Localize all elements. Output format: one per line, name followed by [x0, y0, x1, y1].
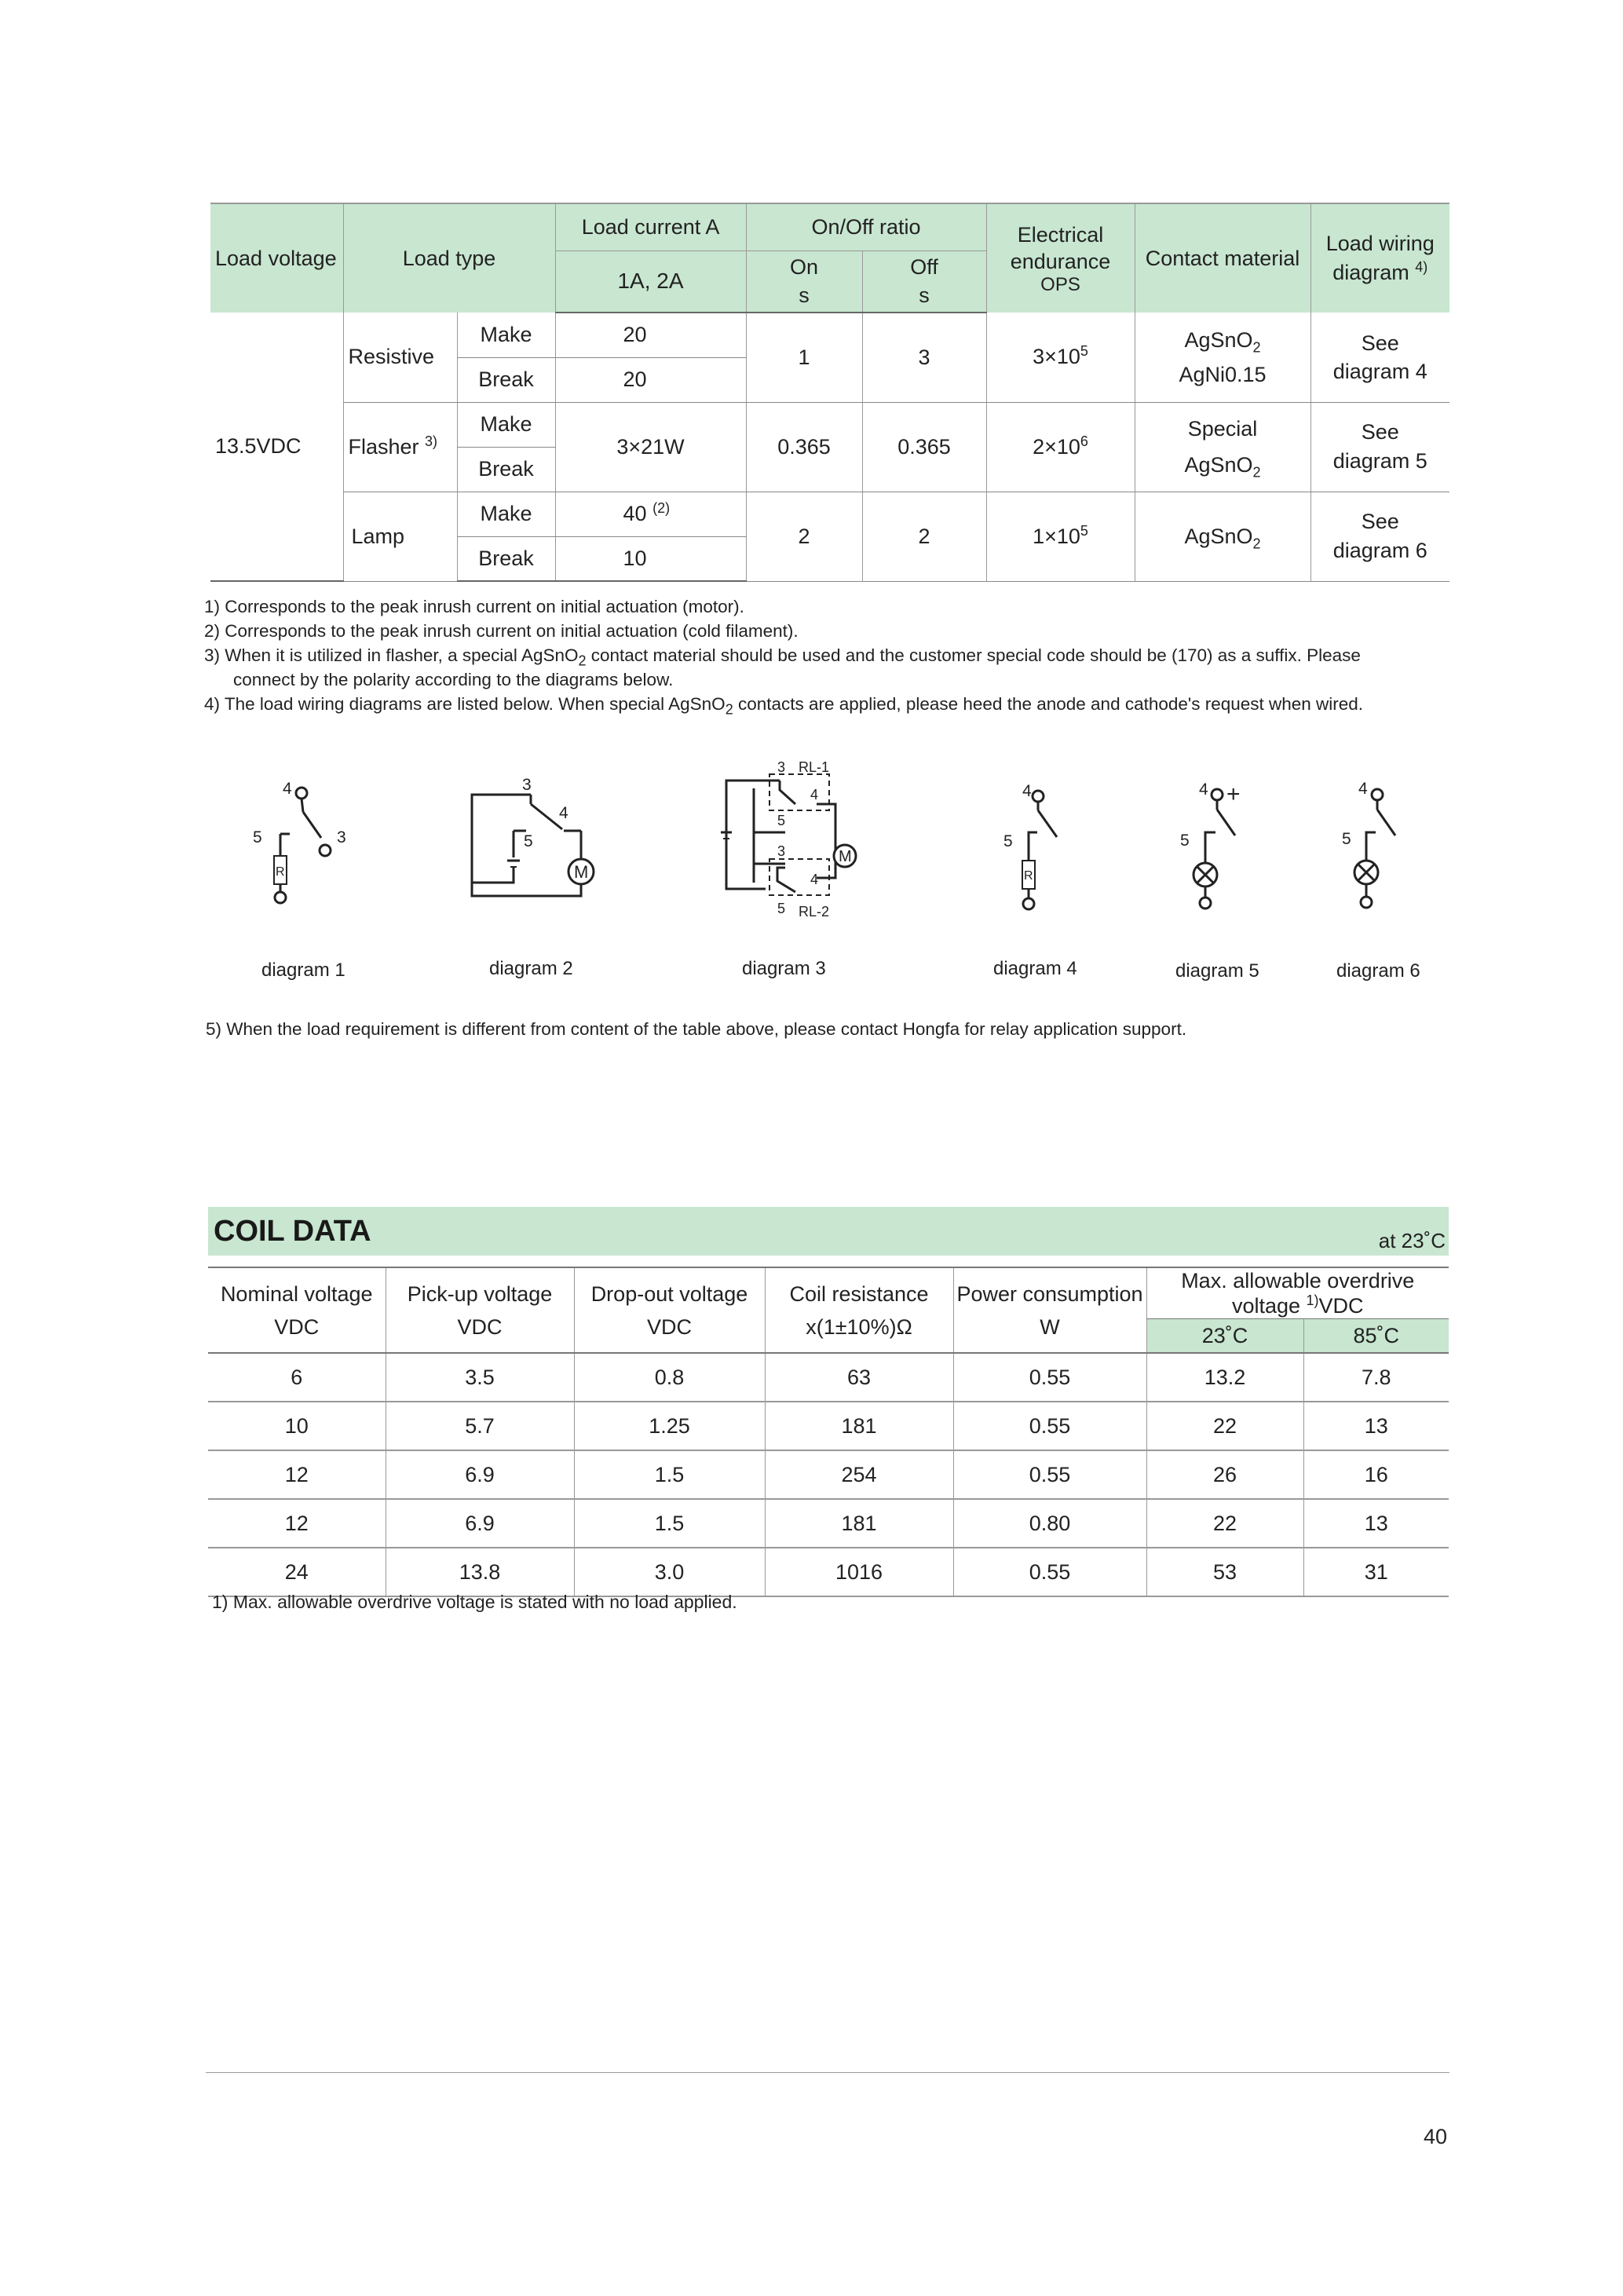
coil-cell: 24: [208, 1548, 386, 1596]
diagram-1-circuit: [253, 780, 346, 903]
diagram-3-pin4b: 4: [810, 872, 819, 887]
resistive-wiring: See diagram 4: [1310, 313, 1449, 402]
coil-cell: 0.8: [574, 1353, 765, 1402]
load-voltage-value: 13.5VDC: [210, 313, 343, 581]
coil-cell: 6: [208, 1353, 386, 1402]
note-3: 3) When it is utilized in flasher, a special AgSnO$_2$ contact material should be used and the customer special code should be (170) as a suffix. Please: [204, 645, 1361, 669]
note-3-cont: connect by the polarity according to the diagrams below.: [233, 670, 674, 689]
coil-cell: 0.55: [953, 1402, 1146, 1450]
diagram-1-pin4: 4: [283, 780, 292, 798]
coil-cell: 6.9: [386, 1450, 574, 1499]
flasher-make: Make: [457, 402, 555, 447]
diagram-3-pin5a: 5: [777, 813, 786, 828]
hdr-coil-resistance: Coil resistance x(1±10%)Ω: [765, 1267, 953, 1353]
coil-footnote: 1) Max. allowable overdrive voltage is stated with no load applied.: [212, 1592, 737, 1612]
lamp-contact: AgSnO$_2$: [1135, 492, 1310, 581]
note-5: 5) When the load requirement is different from content of the table above, please contact Hongfa for relay application support.: [206, 1019, 1187, 1039]
wiring-diagrams: [0, 746, 1623, 950]
coil-cell: 5.7: [386, 1402, 574, 1450]
coil-row: [208, 1548, 1449, 1596]
coil-cell: 3.0: [574, 1548, 765, 1596]
note-2: 2) Corresponds to the peak inrush current on initial actuation (cold filament).: [204, 621, 799, 641]
diagram-2-m: M: [574, 862, 589, 882]
diagram-3-label: diagram 3: [742, 958, 826, 979]
coil-cell: 1.5: [574, 1450, 765, 1499]
coil-cell: 12: [208, 1450, 386, 1499]
diagram-3-circuit: [721, 759, 856, 919]
diagram-1-pin5: 5: [253, 828, 262, 846]
lamp-endurance: $1\times 10^5$: [986, 492, 1135, 581]
hdr-max-overdrive: Max. allowable overdrive voltage $^{1)}$VDC: [1146, 1267, 1449, 1319]
coil-data-title: COIL DATA: [214, 1215, 371, 1248]
flasher-label: Flasher $^{3)}$: [343, 402, 457, 492]
note-1: 1) Corresponds to the peak inrush current on initial actuation (motor).: [204, 597, 744, 616]
resistive-on: 1: [746, 313, 862, 402]
lamp-break: Break: [457, 536, 555, 581]
diagram-6-circuit: [1342, 780, 1395, 908]
coil-cell: 12: [208, 1499, 386, 1548]
diagram-2-label: diagram 2: [489, 958, 573, 979]
coil-row: [208, 1450, 1449, 1499]
diagram-4-pin4: 4: [1022, 782, 1032, 800]
diagram-3-pin3a: 3: [777, 759, 786, 775]
flasher-endurance: $2\times 10^6$: [986, 402, 1135, 492]
hdr-load-current-sub: 1A, 2A: [555, 250, 746, 313]
flasher-break: Break: [457, 447, 555, 492]
coil-cell: 6.9: [386, 1499, 574, 1548]
coil-row: [208, 1402, 1449, 1450]
diagram-4-label: diagram 4: [993, 958, 1077, 979]
diagram-5-pin5: 5: [1180, 832, 1190, 850]
coil-cell: 0.55: [953, 1548, 1146, 1596]
coil-cell: 1016: [765, 1548, 953, 1596]
coil-cell: 13: [1303, 1402, 1449, 1450]
diagram-3-rl2: RL-2: [799, 904, 830, 919]
hdr-off: Off s: [862, 250, 986, 313]
hdr-power-consumption: Power consumption W: [953, 1267, 1146, 1353]
coil-cell: 16: [1303, 1450, 1449, 1499]
coil-cell: 63: [765, 1353, 953, 1402]
diagram-4-pin5: 5: [1003, 832, 1013, 850]
coil-cell: 3.5: [386, 1353, 574, 1402]
lamp-make-current: 40 $^{(2)}$: [555, 492, 746, 536]
hdr-load-current: Load current A: [555, 203, 746, 250]
hdr-onoff-ratio: On/Off ratio: [746, 203, 986, 250]
flasher-off: 0.365: [862, 402, 986, 492]
coil-cell: 0.55: [953, 1450, 1146, 1499]
coil-cell: 10: [208, 1402, 386, 1450]
diagram-6-pin4: 4: [1358, 780, 1368, 798]
diagram-2-pin4: 4: [559, 804, 568, 822]
diagram-2-pin3: 3: [522, 776, 532, 794]
diagram-1-pin3: 3: [337, 828, 346, 846]
diagram-3-m: M: [839, 848, 852, 865]
hdr-temp-85: 85˚C: [1303, 1319, 1449, 1354]
note-4: 4) The load wiring diagrams are listed below. When special AgSnO$_2$ contacts are applied, please heed the anode and cathode's request when wired.: [204, 694, 1364, 718]
flasher-wiring: See diagram 5: [1310, 402, 1449, 492]
coil-data-band: [208, 1207, 1449, 1256]
lamp-break-current: 10: [555, 536, 746, 581]
hdr-wiring-line2: diagram $^{4)}$: [1332, 259, 1428, 284]
hdr-endurance-line2: endurance: [1010, 250, 1111, 273]
hdr-endurance-line1: Electrical: [1017, 223, 1104, 247]
hdr-load-wiring: [1310, 203, 1449, 313]
diagram-5-plus: +: [1226, 781, 1241, 807]
hdr-nominal-voltage: Nominal voltage VDC: [208, 1267, 386, 1353]
coil-cell: 26: [1146, 1450, 1303, 1499]
coil-cell: 53: [1146, 1548, 1303, 1596]
flasher-on: 0.365: [746, 402, 862, 492]
coil-cell: 1.25: [574, 1402, 765, 1450]
resistive-off: 3: [862, 313, 986, 402]
diagram-1-label: diagram 1: [261, 960, 345, 981]
resistive-break-current: 20: [555, 357, 746, 402]
coil-cell: 13.2: [1146, 1353, 1303, 1402]
diagram-3-rl1: RL-1: [799, 759, 830, 775]
coil-cell: 7.8: [1303, 1353, 1449, 1402]
diagram-4-r: R: [1024, 869, 1033, 883]
diagram-3-pin3b: 3: [777, 843, 786, 859]
lamp-wiring: See diagram 6: [1310, 492, 1449, 581]
flasher-current: 3×21W: [555, 402, 746, 492]
lamp-off: 2: [862, 492, 986, 581]
page-number: 40: [1424, 2125, 1448, 2148]
diagram-3-pin4a: 4: [810, 787, 819, 803]
resistive-label: Resistive: [343, 313, 457, 402]
hdr-load-voltage: Load voltage: [210, 203, 343, 313]
coil-cell: 181: [765, 1402, 953, 1450]
coil-cell: 22: [1146, 1499, 1303, 1548]
diagram-6-pin5: 5: [1342, 830, 1351, 848]
lamp-on: 2: [746, 492, 862, 581]
flasher-contact: Special AgSnO$_2$: [1135, 402, 1310, 492]
hdr-load-type: Load type: [343, 203, 555, 313]
diagram-4-circuit: [1003, 782, 1057, 909]
hdr-on: On s: [746, 250, 862, 313]
coil-cell: 31: [1303, 1548, 1449, 1596]
diagram-5-circuit: [1180, 781, 1241, 909]
coil-table: [208, 1267, 1449, 1597]
hdr-electrical-endurance: [986, 203, 1135, 313]
hdr-endurance-unit: OPS: [1040, 274, 1080, 295]
coil-cell: 1.5: [574, 1499, 765, 1548]
hdr-wiring-line1: Load wiring: [1325, 232, 1435, 255]
diagram-2-pin5: 5: [524, 832, 533, 850]
coil-cell: 254: [765, 1450, 953, 1499]
footer-rule: [206, 2072, 1449, 2073]
hdr-dropout-voltage: Drop-out voltage VDC: [574, 1267, 765, 1353]
load-notes: [204, 594, 1363, 716]
coil-cell: 0.55: [953, 1353, 1146, 1402]
coil-cell: 13.8: [386, 1548, 574, 1596]
coil-data-temperature: at 23˚C: [1378, 1229, 1446, 1252]
lamp-label: Lamp: [343, 492, 457, 581]
diagram-2-circuit: [472, 776, 594, 896]
coil-cell: 13: [1303, 1499, 1449, 1548]
lamp-make: Make: [457, 492, 555, 536]
coil-cell: 0.80: [953, 1499, 1146, 1548]
load-table: [210, 203, 1449, 582]
diagram-6-label: diagram 6: [1336, 960, 1420, 982]
hdr-temp-23: 23˚C: [1146, 1319, 1303, 1354]
coil-cell: 22: [1146, 1402, 1303, 1450]
hdr-pickup-voltage: Pick-up voltage VDC: [386, 1267, 574, 1353]
hdr-contact-material: Contact material: [1135, 203, 1310, 313]
resistive-make: Make: [457, 313, 555, 357]
coil-cell: 181: [765, 1499, 953, 1548]
resistive-contact: AgSnO$_2$ AgNi0.15: [1135, 313, 1310, 402]
coil-row: [208, 1499, 1449, 1548]
diagram-5-pin4: 4: [1199, 781, 1208, 799]
diagram-5-label: diagram 5: [1175, 960, 1259, 982]
resistive-break: Break: [457, 357, 555, 402]
diagram-3-pin5b: 5: [777, 901, 786, 916]
coil-row: [208, 1353, 1449, 1402]
resistive-endurance: $3\times 10^5$: [986, 313, 1135, 402]
resistive-make-current: 20: [555, 313, 746, 357]
diagram-1-r: R: [276, 865, 285, 879]
